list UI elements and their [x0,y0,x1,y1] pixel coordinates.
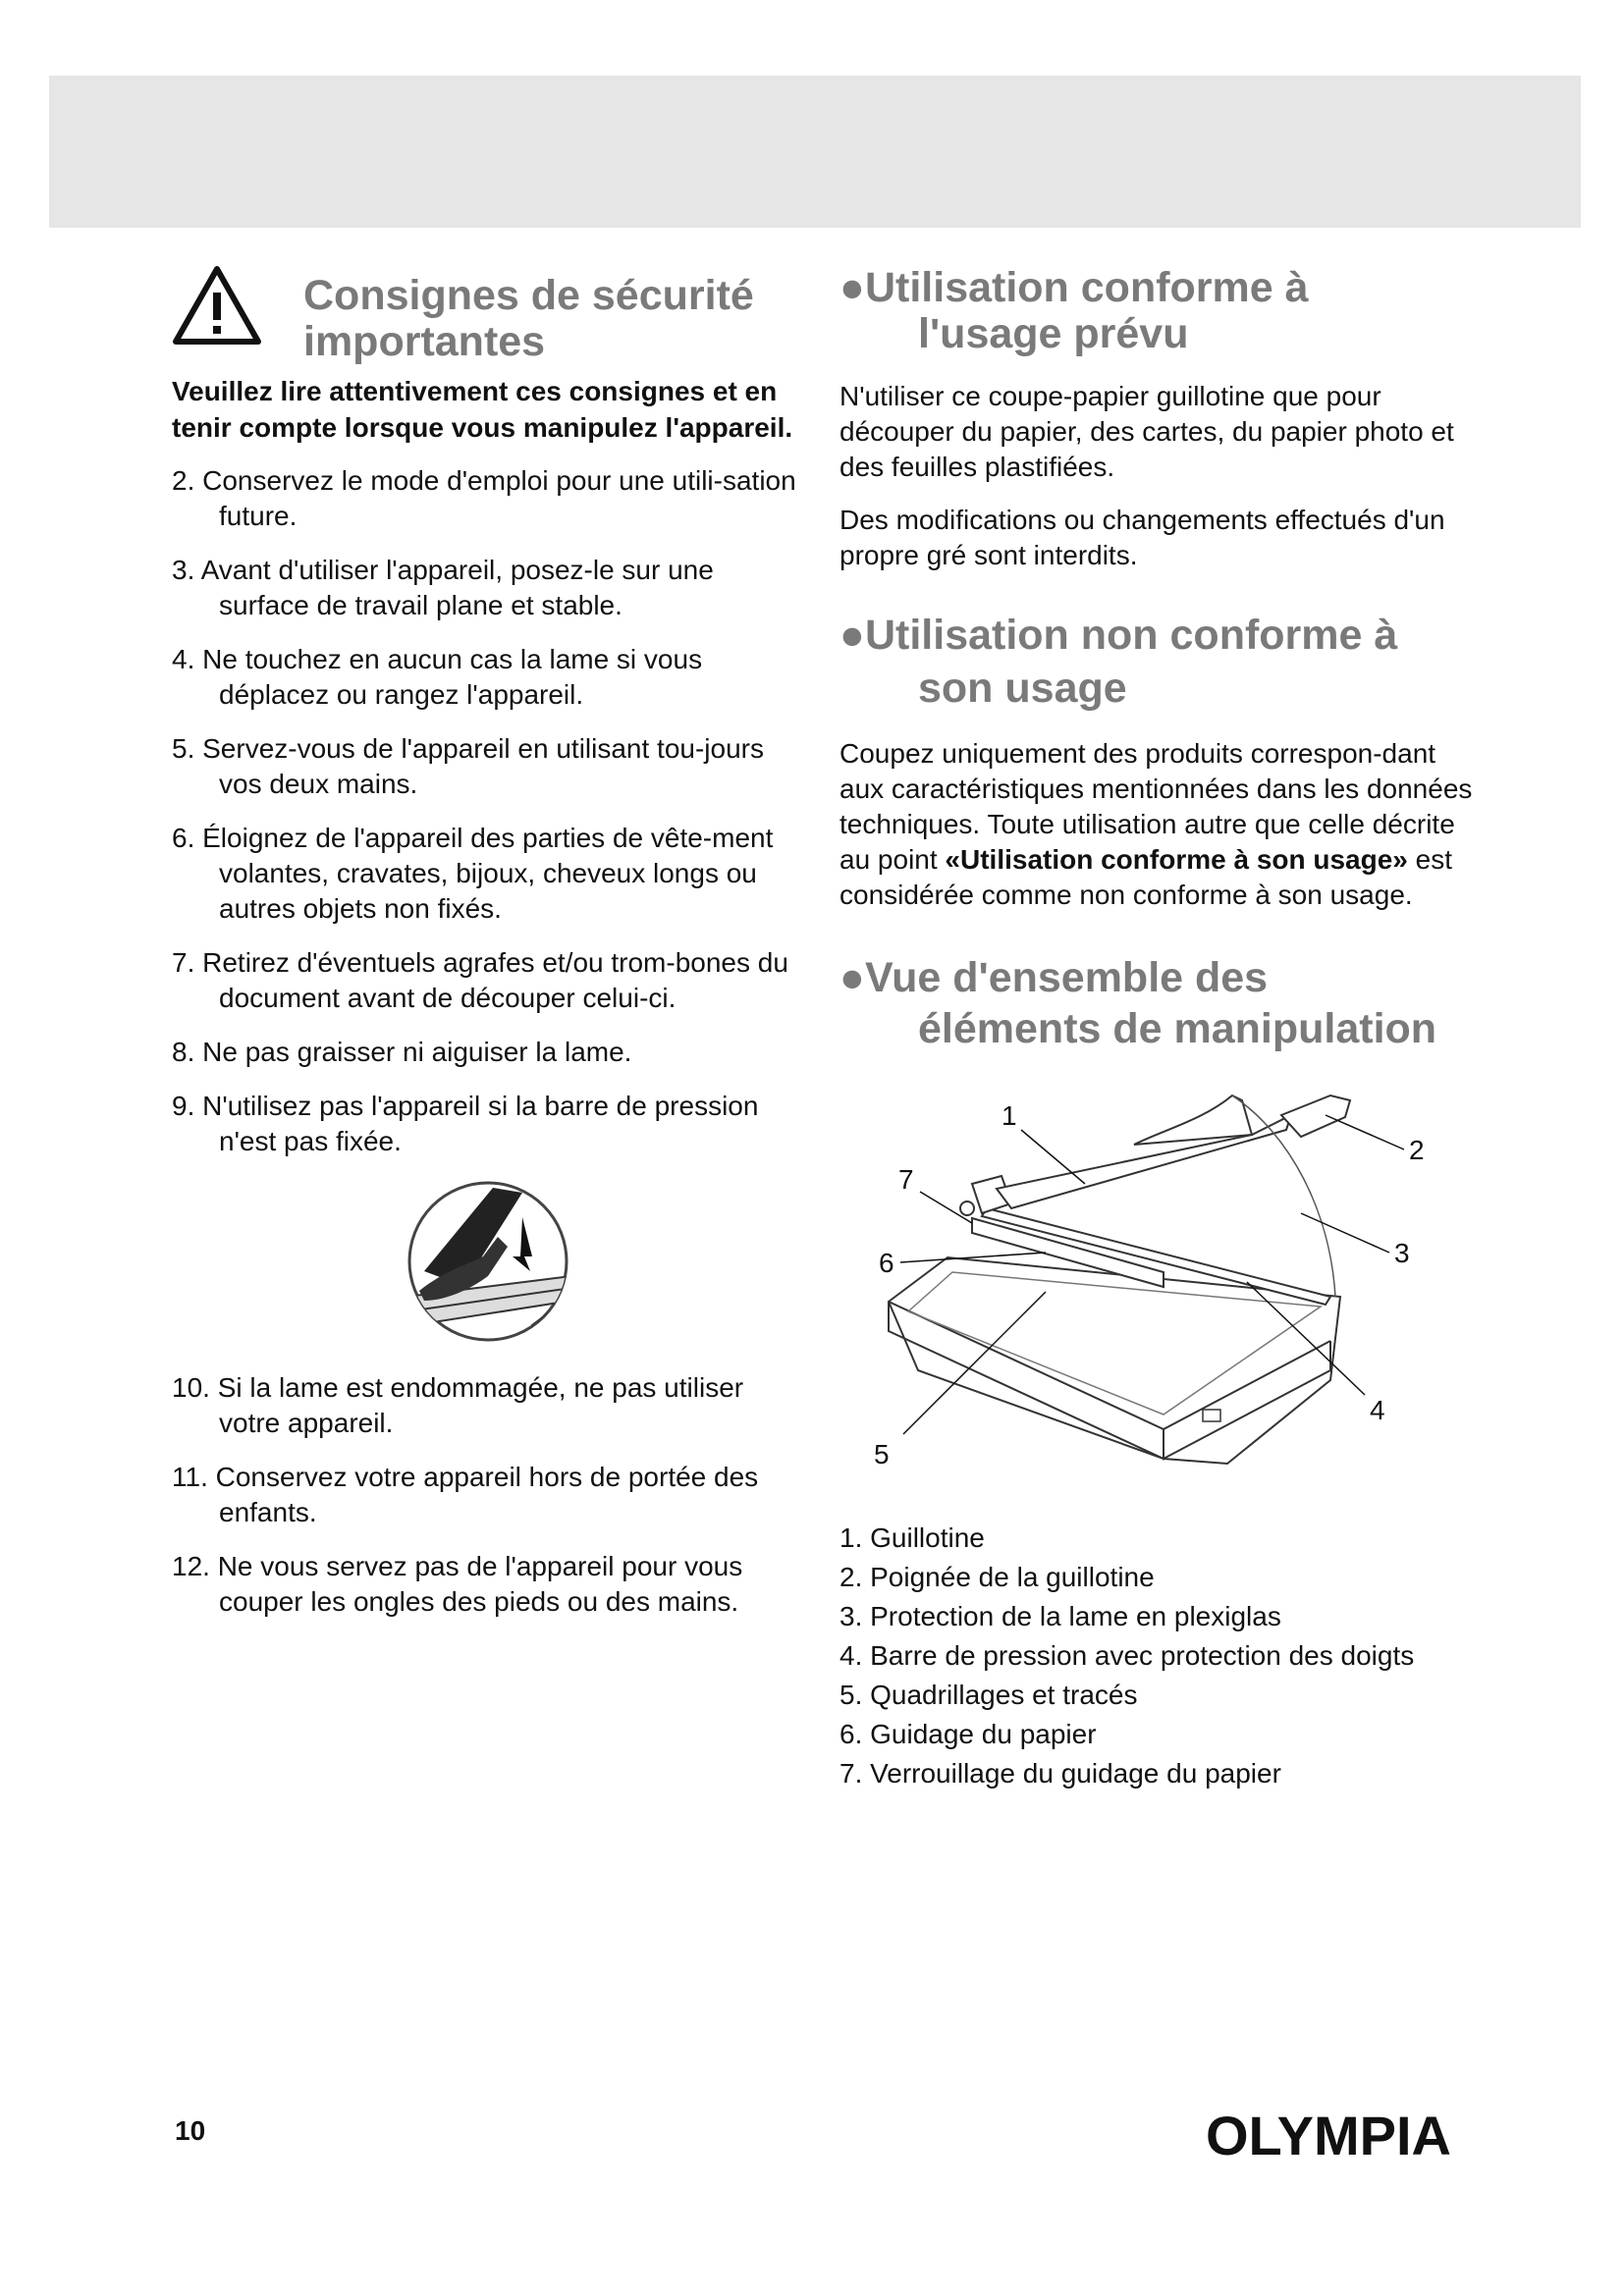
safety-item: 5. Servez-vous de l'appareil en utilisant tou-jours vos deux mains. [172,733,764,799]
bullet-icon: ● [839,264,865,311]
guillotine-diagram [839,1076,1468,1508]
overview-title-line1: Vue d'ensemble des [864,954,1269,1001]
safety-title-line1: Consignes de sécurité [303,272,754,319]
callout-7: 7 [898,1164,914,1195]
improper-text-b: est considérée comme non conforme à son usage. [839,844,1453,910]
safety-item: 7. Retirez d'éventuels agrafes et/ou trom-bones du document avant de découper celui-ci. [172,947,788,1013]
safety-item: 8. Ne pas graisser ni aiguiser la lame. [172,1037,632,1067]
olympia-logo [1206,2101,1490,2169]
safety-item: 4. Ne touchez en aucun cas la lame si vous déplacez ou rangez l'appareil. [172,644,703,710]
intended-use-heading [839,265,1478,357]
overview-title-line2: éléments de manipulation [918,1005,1437,1052]
overview-heading [839,952,1478,1054]
brand-text: OLYMPIA [1206,2105,1451,2166]
improper-title-line2: son usage [918,665,1127,712]
part-item: 4. Barre de pression avec protection des doigts [839,1640,1415,1671]
callout-6: 6 [879,1248,894,1278]
part-item: 5. Quadrillages et tracés [839,1680,1138,1710]
intended-title-line2: l'usage prévu [918,310,1189,357]
part-item: 2. Poignée de la guillotine [839,1562,1155,1592]
header-band [49,76,1581,228]
safety-item: 6. Éloignez de l'appareil des parties de vête-ment volantes, cravates, bijoux, cheveux longs ou autres objets non fixés. [172,823,774,924]
improper-text-bold: «Utilisation conforme à son usage» [945,844,1408,875]
safety-item: 10. Si la lame est endommagée, ne pas utiliser votre appareil. [172,1372,744,1438]
improper-title-line1: Utilisation non conforme à [864,612,1398,659]
safety-section [172,265,800,1638]
bullet-icon: ● [839,954,865,1001]
blade-hand-illustration [405,1178,571,1345]
improper-text-a: Coupez uniquement des produits correspon-dant aux caractéristiques mentionnées dans les données techniques. Toute utilisation autre que celle décrite au point [839,738,1473,875]
part-item: 1. Guillotine [839,1522,985,1553]
intended-para-2: Des modifications ou changements effectués d'un propre gré sont interdits. [839,505,1445,570]
part-item: 7. Verrouillage du guidage du papier [839,1758,1281,1789]
safety-heading [172,265,800,373]
part-item: 6. Guidage du papier [839,1719,1097,1749]
safety-item: 2. Conservez le mode d'emploi pour une utili-sation future. [172,465,796,531]
part-item: 3. Protection de la lame en plexiglas [839,1601,1281,1631]
safety-item: 9. N'utilisez pas l'appareil si la barre de pression n'est pas fixée. [172,1091,759,1156]
improper-para [839,736,1478,913]
warning-triangle-icon [172,265,262,346]
callout-1: 1 [1001,1100,1017,1131]
intended-para-1: N'utiliser ce coupe-papier guillotine que pour découper du papier, des cartes, du papier photo et des feuilles plastifiées. [839,381,1454,482]
safety-intro: Veuillez lire attentivement ces consignes et en tenir compte lorsque vous manipulez l'appareil. [172,376,793,443]
callout-4: 4 [1370,1395,1385,1425]
safety-item: 11. Conservez votre appareil hors de portée des enfants. [172,1462,759,1527]
bullet-icon: ● [839,612,865,659]
safety-list-continued [172,1370,800,1620]
safety-title [303,273,754,365]
parts-list [839,1522,1478,1790]
safety-title-line2: importantes [303,318,546,365]
callout-5: 5 [874,1439,890,1469]
safety-item: 3. Avant d'utiliser l'appareil, posez-le sur une surface de travail plane et stable. [172,555,714,620]
callout-2: 2 [1409,1135,1425,1165]
improper-use-heading [839,609,1478,715]
callout-3: 3 [1394,1238,1410,1268]
safety-item: 12. Ne vous servez pas de l'appareil pour vous couper les ongles des pieds ou des mains. [172,1551,743,1617]
safety-list [172,463,800,1159]
intended-title-line1: Utilisation conforme à [864,264,1309,311]
page-number: 10 [175,2115,206,2146]
usage-column [839,265,1478,1796]
